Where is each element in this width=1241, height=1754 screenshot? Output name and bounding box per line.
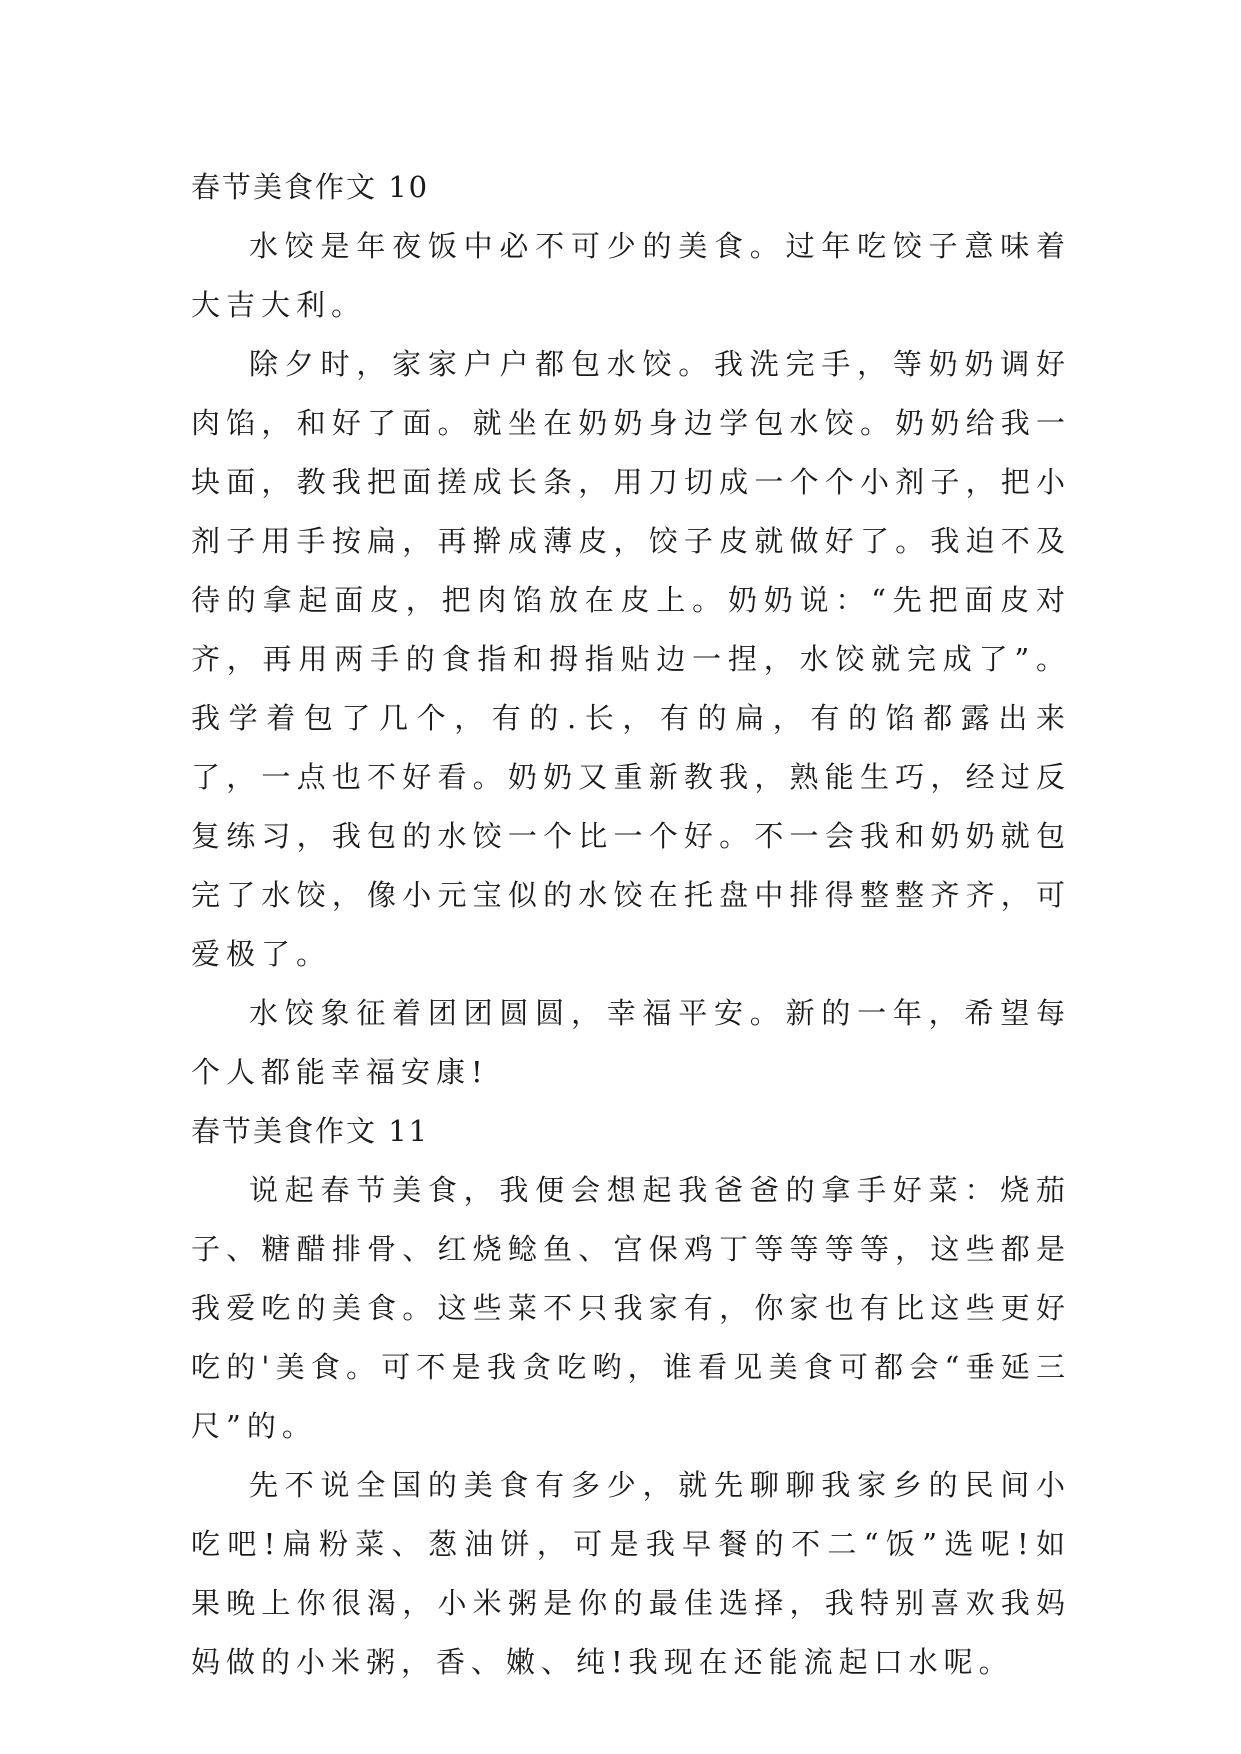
essay-section-11 [191, 1102, 1071, 1692]
paragraph: 水饺象征着团团圆圆，幸福平安。新的一年，希望每个人都能幸福安康! [191, 996, 1071, 1089]
document-page [191, 158, 1071, 1692]
paragraph: 说起春节美食，我便会想起我爸爸的拿手好菜：烧茄子、糖醋排骨、红烧鲶鱼、宫保鸡丁等等等等，这些都是我爱吃的美食。这些菜不只我家有，你家也有比这些更好吃的'美食。可不是我贪吃哟，谁看见美食可都会“垂延三尺”的。 [191, 1173, 1071, 1443]
paragraph: 除夕时，家家户户都包水饺。我洗完手，等奶奶调好肉馅，和好了面。就坐在奶奶身边学包水饺。奶奶给我一块面，教我把面搓成长条，用刀切成一个个小剂子，把小剂子用手按扁，再擀成薄皮，饺子皮就做好了。我迫不及待的拿起面皮，把肉馅放在皮上。奶奶说：“先把面皮对齐，再用两手的食指和拇指贴边一捏，水饺就完成了”。我学着包了几个，有的.长，有的扁，有的馅都露出来了，一点也不好看。奶奶又重新教我，熟能生巧，经过反复练习，我包的水饺一个比一个好。不一会我和奶奶就包完了水饺，像小元宝似的水饺在托盘中排得整整齐齐，可爱极了。 [191, 347, 1071, 971]
section-title: 春节美食作文 11 [191, 1114, 430, 1148]
paragraph: 先不说全国的美食有多少，就先聊聊我家乡的民间小吃吧!扁粉菜、葱油饼，可是我早餐的不二“饭”选呢!如果晚上你很渴，小米粥是你的最佳选择，我特别喜欢我妈妈做的小米粥，香、嫩、纯!我现在还能流起口水呢。 [191, 1468, 1071, 1679]
essay-section-10 [191, 158, 1071, 1102]
section-title: 春节美食作文 10 [191, 170, 430, 204]
paragraph: 水饺是年夜饭中必不可少的美食。过年吃饺子意味着大吉大利。 [191, 229, 1071, 322]
